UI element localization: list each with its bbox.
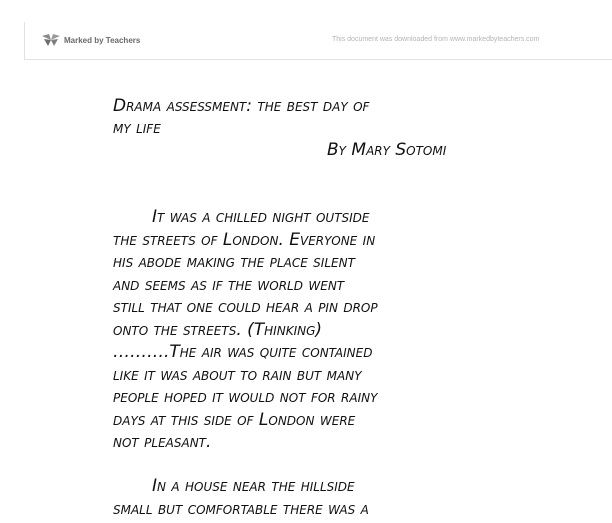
- bird-logo-icon: [41, 33, 61, 47]
- paragraph: [113, 475, 369, 520]
- document-title-line: Drama assessment: the best day of: [113, 96, 370, 116]
- paragraph-line: not pleasant.: [113, 432, 212, 452]
- document-header: [24, 22, 612, 60]
- paragraph-line: onto the streets. (Thinking): [113, 319, 323, 340]
- paragraph-line: and seems as if the world went: [113, 274, 345, 295]
- paragraph-line: the streets of London. Everyone in: [113, 229, 376, 250]
- paragraph-line: days at this side of London were: [113, 409, 356, 430]
- paragraph-line: people hoped it would not for rainy: [113, 387, 378, 407]
- document-body: [113, 95, 533, 519]
- paragraph-line: still that one could hear a pin drop: [113, 297, 378, 317]
- document-author: By Mary Sotomi: [327, 140, 447, 160]
- paragraph: [113, 206, 378, 454]
- paragraph-line: like it was about to rain but many: [113, 364, 362, 385]
- paragraph-line: small but comfortable there was a: [113, 498, 369, 519]
- logo-text: Marked by Teachers: [64, 35, 141, 45]
- paragraph-line: In a house near the hillside: [152, 476, 355, 496]
- site-logo[interactable]: [41, 33, 140, 47]
- paragraph-line: It was a chilled night outside: [152, 207, 370, 227]
- download-source-text: This document was downloaded from www.markedbyteachers.com: [332, 36, 540, 43]
- paragraph-line: ……….The air was quite contained: [113, 342, 373, 362]
- document-title-line: my life: [113, 118, 161, 138]
- paragraph-line: his abode making the place silent: [113, 252, 355, 272]
